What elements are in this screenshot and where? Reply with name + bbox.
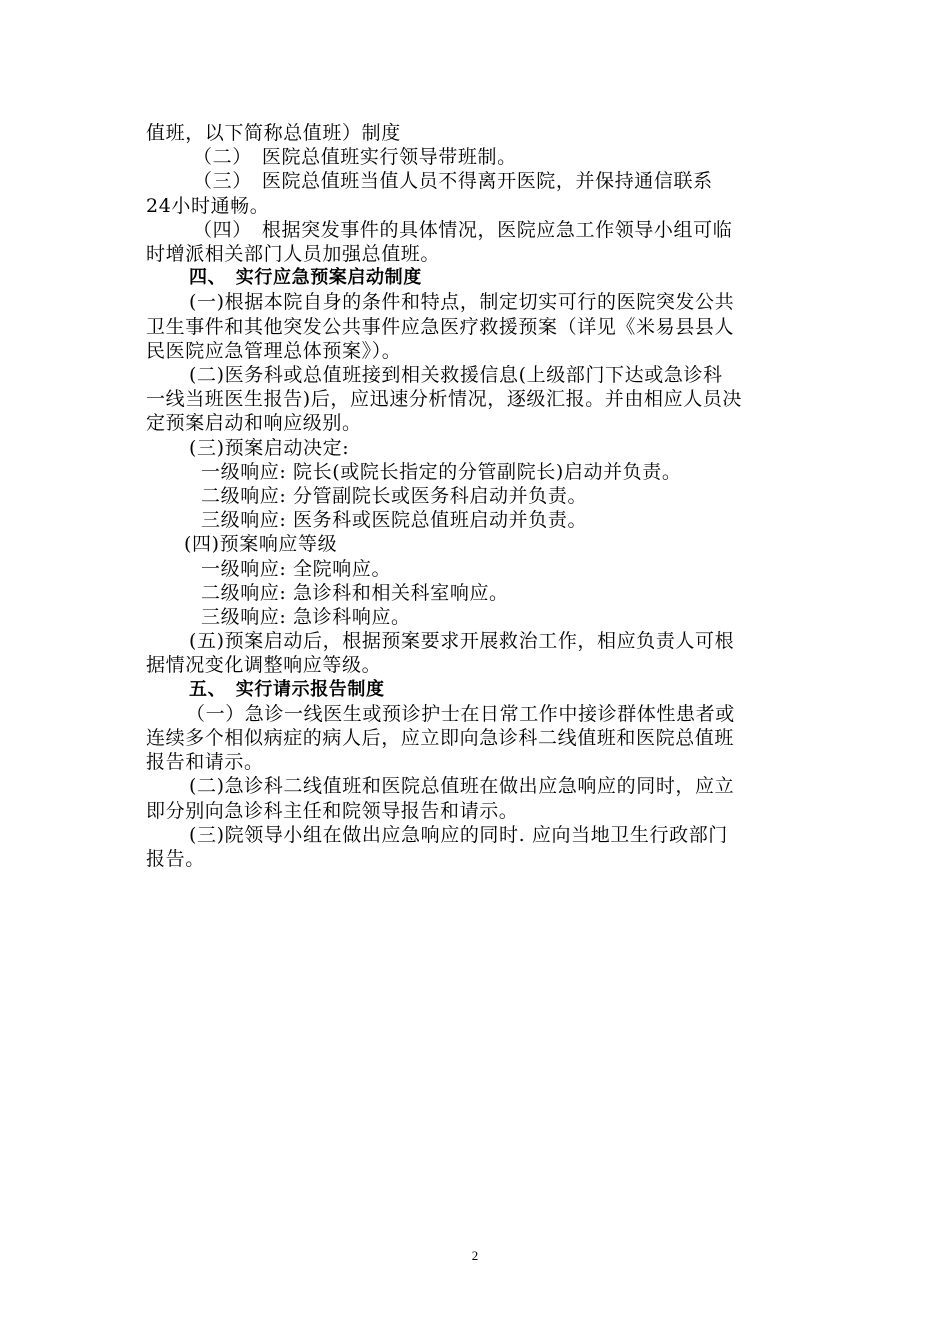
paragraph-line: 报告和请示。: [146, 751, 264, 774]
paragraph-line: 24小时通畅。: [146, 194, 270, 217]
paragraph-line: 即分别向急诊科主任和院领导报告和请示。: [146, 799, 519, 822]
paragraph-line: 连续多个相似病症的病人后，应立即向急诊科二线值班和医院总值班: [146, 727, 735, 750]
paragraph-line: （二） 医院总值班实行领导带班制。: [193, 146, 517, 169]
paragraph-line: (五)预案启动后，根据预案要求开展救治工作，相应负责人可根: [189, 630, 735, 653]
paragraph-line: 二级响应: 分管副院长或医务科启动并负责。: [201, 485, 588, 508]
paragraph-line: 值班，以下简称总值班）制度: [146, 122, 401, 144]
paragraph-line: 一线当班医生报告)后，应迅速分析情况，逐级汇报。并由相应人员决: [146, 388, 743, 411]
paragraph-line: (四)预案响应等级: [184, 533, 338, 556]
paragraph-line: （三） 医院总值班当值人员不得离开医院，并保持通信联系: [193, 170, 713, 193]
paragraph-line: 民医院应急管理总体预案》）。: [146, 339, 402, 362]
paragraph-line: (三)院领导小组在做出应急响应的同时. 应向当地卫生行政部门: [189, 823, 728, 846]
paragraph-line: (一)根据本院自身的条件和特点，制定切实可行的医院突发公共: [189, 291, 735, 314]
paragraph-line: (三)预案启动决定:: [189, 436, 350, 459]
paragraph-line: 三级响应: 医务科或医院总值班启动并负责。: [201, 509, 588, 532]
document-body: [146, 121, 810, 871]
section-heading: 五、 实行请示报告制度: [189, 678, 385, 700]
paragraph-line: 报告。: [146, 848, 205, 871]
paragraph-line: （四） 根据突发事件的具体情况，医院应急工作领导小组可临: [193, 218, 733, 241]
page-number: 2: [471, 1248, 479, 1263]
paragraph-line: (二)急诊科二线值班和医院总值班在做出应急响应的同时，应立: [189, 775, 735, 798]
paragraph-line: (二)医务科或总值班接到相关救援信息(上级部门下达或急诊科: [189, 364, 723, 387]
paragraph-line: 定预案启动和响应级别。: [146, 412, 362, 435]
paragraph-line: 二级响应: 急诊科和相关科室响应。: [201, 581, 509, 604]
paragraph-line: 一级响应: 院长(或院长指定的分管副院长)启动并负责。: [201, 460, 682, 483]
paragraph-line: 据情况变化调整响应等级。: [146, 654, 382, 677]
section-heading: 四、 实行应急预案启动制度: [189, 267, 422, 289]
paragraph-line: 一级响应: 全院响应。: [201, 557, 392, 580]
paragraph-line: 三级响应: 急诊科响应。: [201, 606, 411, 629]
paragraph-line: （一）急诊一线医生或预诊护士在日常工作中接诊群体性患者或: [186, 702, 735, 725]
paragraph-line: 时增派相关部门人员加强总值班。: [146, 243, 441, 266]
paragraph-line: 卫生事件和其他突发公共事件应急医疗救援预案（详见《米易县县人: [146, 315, 735, 338]
